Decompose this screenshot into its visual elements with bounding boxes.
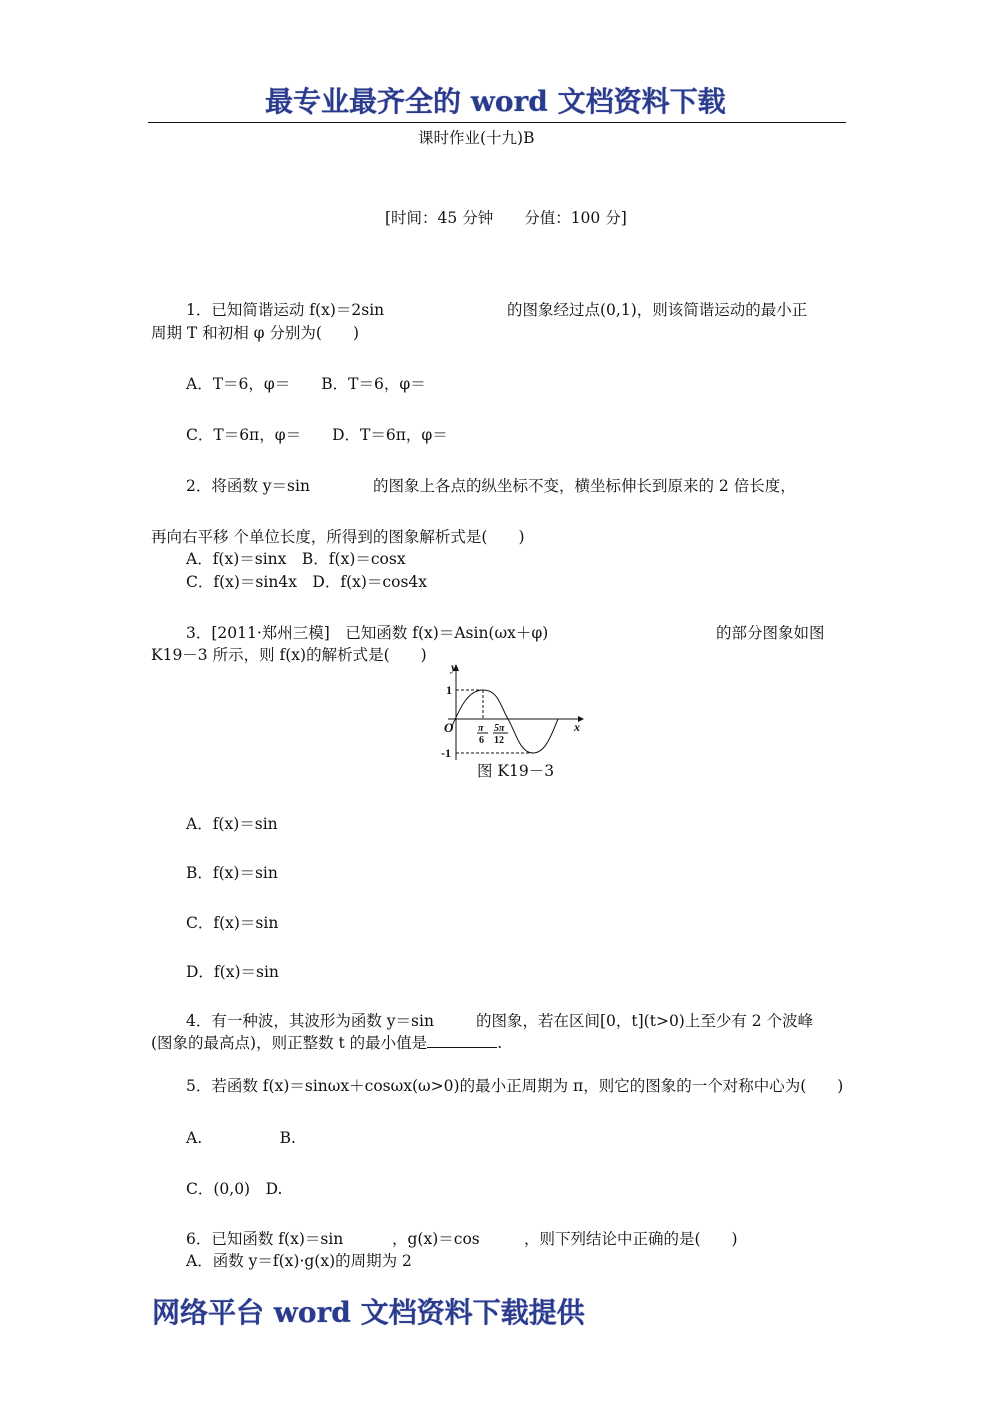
question-text: 将函数 y＝sin bbox=[211, 477, 310, 495]
question-text: 的部分图象如图 bbox=[716, 624, 825, 642]
option-line: C．T＝6π，φ＝ D．T＝6π，φ＝ bbox=[186, 426, 448, 444]
option-line: A．f(x)＝sin bbox=[186, 815, 278, 833]
question-text: (图象的最高点)，则正整数 t 的最小值是 bbox=[151, 1034, 428, 1052]
option-line: C．(0,0) D. bbox=[186, 1180, 283, 1198]
option-line: B．f(x)＝sin bbox=[186, 864, 278, 882]
question-number: 6． bbox=[186, 1230, 212, 1248]
question-text: 有一种波，其波形为函数 y＝sin bbox=[211, 1012, 434, 1030]
question-number: 1． bbox=[186, 301, 212, 319]
option-line: A．f(x)＝sinx B．f(x)＝cosx bbox=[186, 550, 406, 568]
svg-text:y: y bbox=[451, 660, 457, 674]
question-text: 已知函数 f(x)＝sin bbox=[211, 1230, 344, 1248]
question-number: 5． bbox=[186, 1077, 212, 1095]
question-text: 的图象上各点的纵坐标不变，横坐标伸长到原来的 2 倍长度， bbox=[373, 477, 796, 495]
question-text: ，g(x)＝cos bbox=[392, 1230, 480, 1248]
svg-text:6: 6 bbox=[479, 735, 484, 746]
question-text: [2011·郑州三模] 已知函数 f(x)＝Asin(ωx＋φ) bbox=[211, 624, 549, 642]
header-divider bbox=[148, 122, 846, 123]
question-text: 的图象经过点(0,1)，则该简谐运动的最小正 bbox=[507, 301, 808, 319]
figure-caption: 图 K19－3 bbox=[477, 762, 555, 780]
question-text: 已知简谐运动 f(x)＝2sin bbox=[211, 301, 385, 319]
question-text: 的图象，若在区间[0，t](t>0)上至少有 2 个波峰 bbox=[476, 1012, 814, 1030]
option-line: A．T＝6，φ＝ B．T＝6，φ＝ bbox=[186, 375, 426, 393]
svg-text:-1: -1 bbox=[441, 746, 451, 760]
sine-graph-figure bbox=[440, 660, 590, 760]
svg-text:π: π bbox=[478, 723, 484, 734]
question-number: 3． bbox=[186, 624, 212, 642]
exam-meta: [时间：45 分钟 分值：100 分] bbox=[385, 209, 627, 227]
footer-banner: 网络平台 word 文档资料下载提供 bbox=[152, 1296, 585, 1329]
svg-text:O: O bbox=[444, 720, 454, 735]
answer-blank[interactable] bbox=[427, 1033, 497, 1048]
option-line: A. B. bbox=[186, 1129, 296, 1147]
option-line: A．函数 y＝f(x)·g(x)的周期为 2 bbox=[186, 1252, 412, 1270]
sine-curve bbox=[452, 690, 558, 753]
question-text: K19－3 所示，则 f(x)的解析式是( ) bbox=[151, 646, 427, 664]
question-text: 若函数 f(x)＝sinωx＋cosωx(ω>0)的最小正周期为 π，则它的图象的一个对称中心为( ) bbox=[211, 1077, 844, 1095]
option-line: D．f(x)＝sin bbox=[186, 963, 279, 981]
option-line: C．f(x)＝sin bbox=[186, 914, 279, 932]
svg-text:1: 1 bbox=[446, 683, 452, 697]
question-text: 周期 T 和初相 φ 分别为( ) bbox=[151, 324, 359, 342]
header-banner: 最专业最齐全的 word 文档资料下载 bbox=[265, 85, 726, 118]
page-title: 课时作业(十九)B bbox=[418, 129, 535, 147]
question-number: 4． bbox=[186, 1012, 212, 1030]
question-text: 再向右平移 个单位长度，所得到的图象解析式是( ) bbox=[151, 528, 525, 546]
svg-text:5π: 5π bbox=[494, 723, 505, 734]
option-line: C．f(x)＝sin4x D．f(x)＝cos4x bbox=[186, 573, 427, 591]
question-number: 2． bbox=[186, 477, 212, 495]
svg-text:12: 12 bbox=[494, 735, 504, 746]
svg-text:x: x bbox=[574, 720, 580, 734]
question-text: ，则下列结论中正确的是( ) bbox=[524, 1230, 738, 1248]
